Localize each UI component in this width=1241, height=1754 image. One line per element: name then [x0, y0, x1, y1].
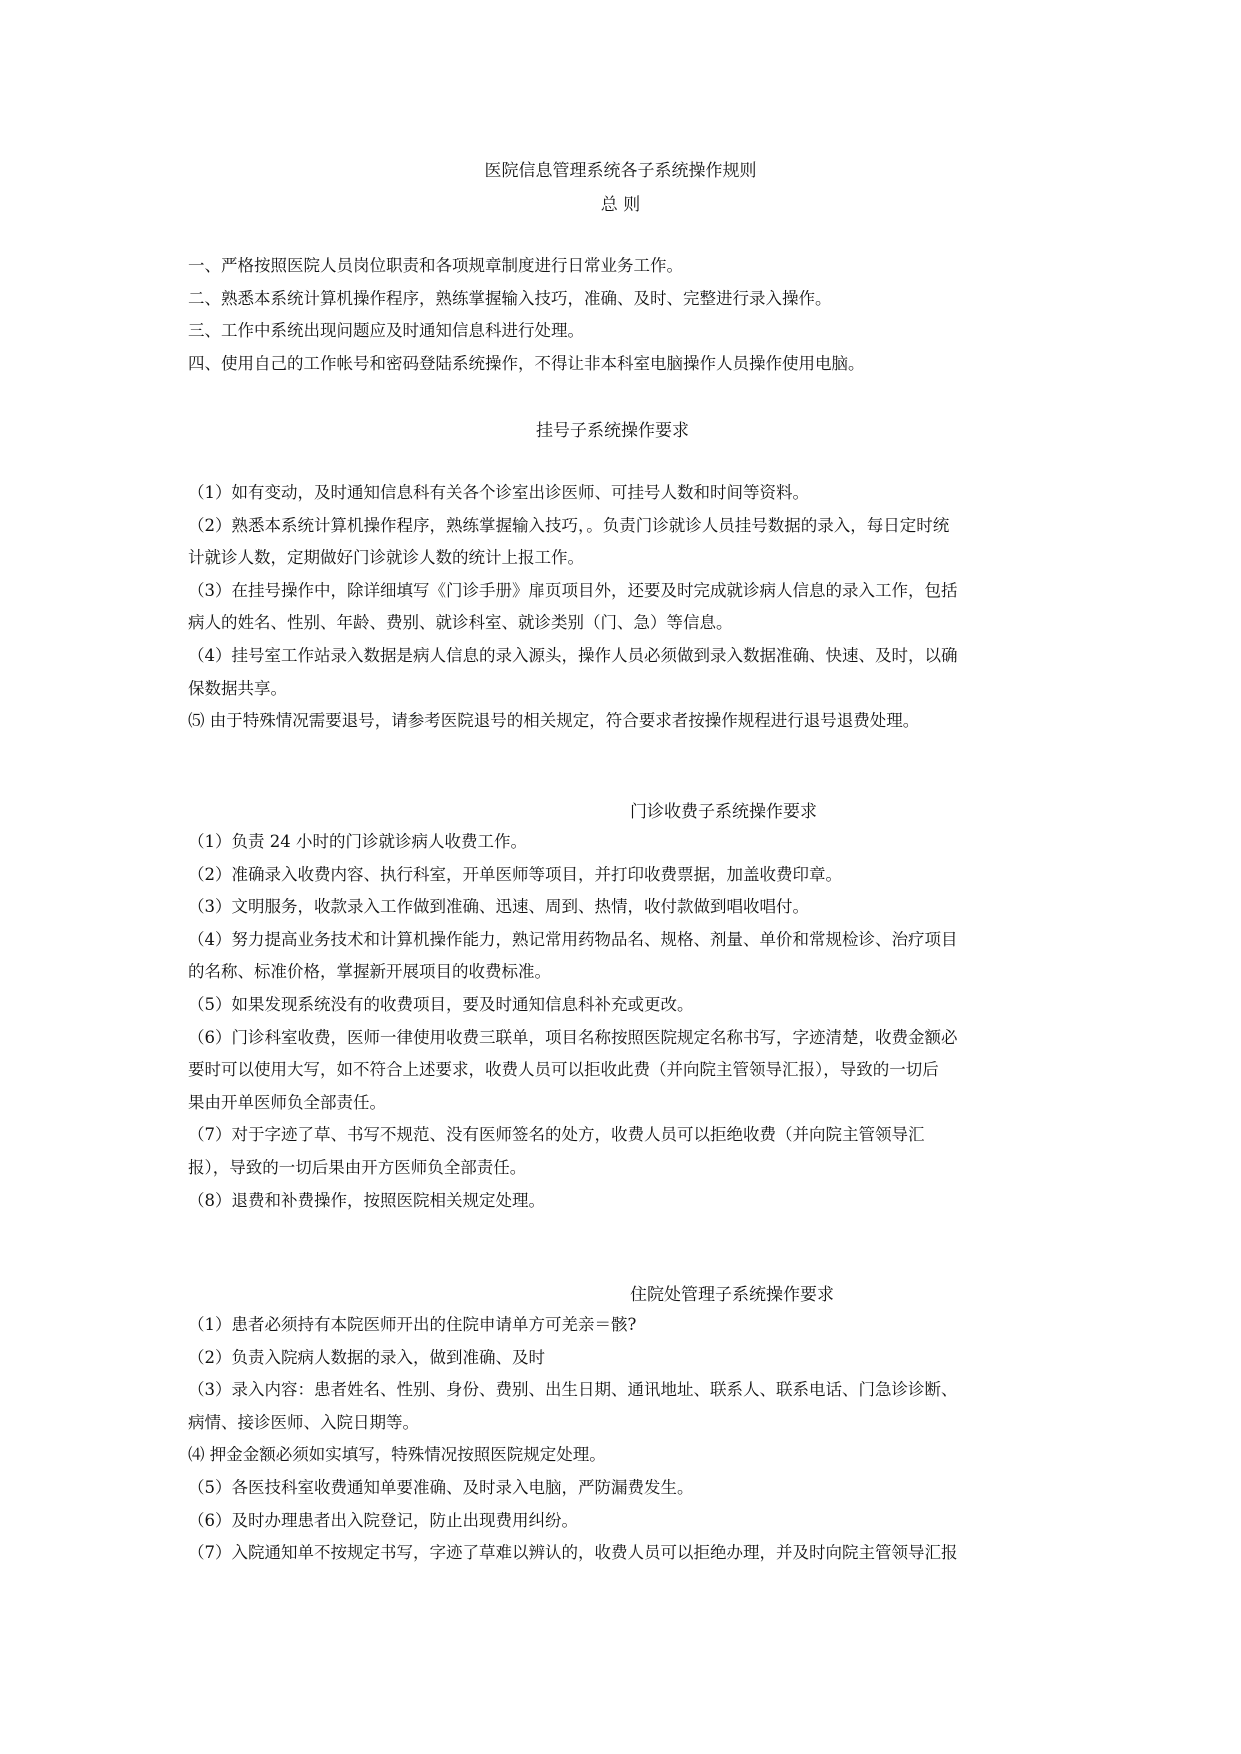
outpatient-items	[188, 826, 1058, 1217]
list-item-line: （6）及时办理患者出入院登记，防止出现费用纠纷。	[188, 1510, 578, 1530]
general-rule: 二、熟悉本系统计算机操作程序，熟练掌握输入技巧，准确、及时、完整进行录入操作。	[188, 288, 832, 308]
list-item-line: （1）如有变动，及时通知信息科有关各个诊室出诊医师、可挂号人数和时间等资料。	[188, 483, 809, 502]
registration-items	[188, 477, 1058, 738]
outpatient-heading: 门诊收费子系统操作要求	[630, 802, 817, 822]
list-item	[188, 705, 1058, 738]
list-item	[188, 510, 1058, 575]
list-item	[188, 1472, 1058, 1505]
list-item-line: （7）入院通知单不按规定书写，字迹了草难以辨认的，收费人员可以拒绝办理，并及时向院主管领导汇报	[188, 1543, 958, 1563]
list-item-line: （6）门诊科室收费，医师一律使用收费三联单，项目名称按照医院规定名称书写，字迹清楚，收费金额必	[188, 1027, 958, 1047]
list-item-line: 病人的姓名、性别、年龄、费别、就诊科室、就诊类别（门、急）等信息。	[188, 613, 733, 633]
list-item-line: ⑸ 由于特殊情况需要退号，请参考医院退号的相关规定，符合要求者按操作规程进行退号退费处理。	[188, 711, 920, 731]
list-item-line: （4）努力提高业务技术和计算机操作能力，熟记常用药物品名、规格、剂量、单价和常规检诊、治疗项目	[188, 929, 958, 949]
list-item	[188, 1537, 1058, 1570]
list-item	[188, 1439, 1058, 1472]
list-item-line: 要时可以使用大写，如不符合上述要求，收费人员可以拒收此费（并向院主管领导汇报），导致的一切后	[188, 1060, 939, 1080]
list-item-line: （2）熟悉本系统计算机操作程序，熟练掌握输入技巧，。负责门诊就诊人员挂号数据的录入，每日定时统	[188, 515, 950, 535]
list-item	[188, 891, 1058, 924]
list-item-line: （8）退费和补费操作，按照医院相关规定处理。	[188, 1190, 545, 1210]
list-item	[188, 1022, 1058, 1120]
list-item-line: （1）负责 24 小时的门诊就诊病人收费工作。	[188, 832, 527, 851]
list-item	[188, 1309, 1058, 1342]
list-item-line: 报），导致的一切后果由开方医师负全部责任。	[188, 1157, 527, 1177]
list-item-line: （3）文明服务，收款录入工作做到准确、迅速、周到、热情，收付款做到唱收唱付。	[188, 897, 809, 917]
general-rule: 三、工作中系统出现问题应及时通知信息科进行处理。	[188, 321, 584, 341]
list-item-line: （4）挂号室工作站录入数据是病人信息的录入源头，操作人员必须做到录入数据准确、快速、及时，以确	[188, 645, 958, 665]
general-rule: 四、使用自己的工作帐号和密码登陆系统操作，不得让非本科室电脑操作人员操作使用电脑。	[188, 353, 865, 373]
inpatient-heading: 住院处管理子系统操作要求	[630, 1285, 834, 1305]
list-item	[188, 1374, 1058, 1439]
list-item-line: （5）如果发现系统没有的收费项目，要及时通知信息科补充或更改。	[188, 994, 694, 1014]
list-item-line: （3）录入内容：患者姓名、性别、身份、费别、出生日期、通讯地址、联系人、联系电话、门急诊诊断、	[188, 1380, 958, 1400]
list-item-line: 保数据共享。	[188, 678, 287, 698]
list-item-line: 的名称、标准价格，掌握新开展项目的收费标准。	[188, 962, 551, 982]
list-item-line: （1）患者必须持有本院医师开出的住院申请单方可羌亲＝骸?	[188, 1315, 637, 1334]
list-item-line: （2）准确录入收费内容、执行科室，开单医师等项目，并打印收费票据，加盖收费印章。	[188, 864, 842, 884]
list-item	[188, 1119, 1058, 1184]
list-item-line: （7）对于字迹了草、书写不规范、没有医师签名的处方，收费人员可以拒绝收费（并向院主管领导汇	[188, 1125, 925, 1145]
list-item	[188, 1505, 1058, 1538]
general-rule: 一、严格按照医院人员岗位职责和各项规章制度进行日常业务工作。	[188, 256, 683, 275]
list-item	[188, 989, 1058, 1022]
list-item-line: 计就诊人数，定期做好门诊就诊人数的统计上报工作。	[188, 548, 584, 568]
document-subtitle: 总 则	[600, 195, 641, 215]
list-item	[188, 1342, 1058, 1375]
list-item	[188, 1185, 1058, 1218]
list-item-line: （5）各医技科室收费通知单要准确、及时录入电脑，严防漏费发生。	[188, 1477, 694, 1497]
list-item	[188, 924, 1058, 989]
list-item-line: （3）在挂号操作中，除详细填写《门诊手册》扉页项目外，还要及时完成就诊病人信息的录入工作，包括	[188, 580, 958, 600]
general-rules	[188, 250, 1058, 380]
list-item	[188, 640, 1058, 705]
list-item-line: 果由开单医师负全部责任。	[188, 1092, 386, 1112]
list-item-line: （2）负责入院病人数据的录入，做到准确、及时	[188, 1347, 545, 1367]
list-item-line: 病情、接诊医师、入院日期等。	[188, 1412, 419, 1432]
list-item	[188, 859, 1058, 892]
registration-heading: 挂号子系统操作要求	[536, 421, 689, 441]
list-item	[188, 575, 1058, 640]
inpatient-items	[188, 1309, 1058, 1570]
document-title: 医院信息管理系统各子系统操作规则	[484, 161, 757, 181]
list-item-line: ⑷ 押金金额必须如实填写，特殊情况按照医院规定处理。	[188, 1445, 606, 1465]
list-item	[188, 826, 1058, 859]
list-item	[188, 477, 1058, 510]
